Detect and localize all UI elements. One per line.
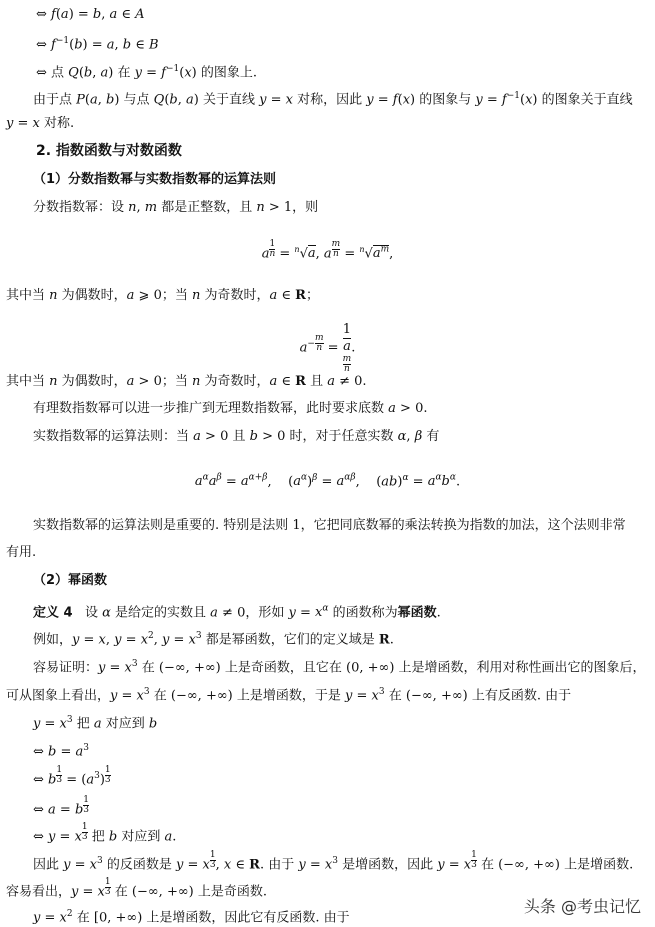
paragraph-proof-cont: 可从图象上看出，$y = x^3$ 在 (−∞, +∞) 上是增函数，于是 $y = x^3$ 在 (−∞, +∞) 上有反函数. 由于 (6, 687, 572, 704)
paragraph-symmetry: 由于点 P(a, b) 与点 Q(b, a) 关于直线 y = x 对称，因此 y = f(x) 的图象与 $y = f^{-1}(x)$ 的图象关于直线 (33, 91, 633, 108)
inverse-chain-line-3: ⇔ b $^{\frac{1}{3}}$ = $(a^3)$ $^{\frac{1}{3}}$ (33, 765, 111, 788)
paragraph-condition-1: 其中当 n 为偶数时，a ⩾ 0；当 n 为奇数时，a ∈ R； (6, 288, 319, 303)
paragraph-inverse: 因此 $y = x^3$ 的反函数是 y = x $^{\frac{1}{3}}$ , x ∈ R. 由于 $y = x^3$ 是增函数，因此 y = x $^{\frac{1}{3}}$ 在 (−∞, +∞) 上是增函数. (33, 850, 634, 873)
paragraph-irrational: 有理数指数幂可以进一步推广到无理数指数幂，此时要求底数 a > 0. (33, 401, 428, 416)
equivalence-line-2: ⇔ $f^{-1}(b) = a$, b ∈ B (36, 36, 159, 53)
subsection-heading-1: （1）分数指数幂与实数指数幂的运算法则 (33, 172, 277, 187)
paragraph-importance: 实数指数幂的运算法则是重要的. 特别是法则 1，它把同底数幂的乘法转换为指数的加法，这个法则非常 (33, 518, 626, 533)
paragraph-rules: 实数指数幂的运算法则：当 a > 0 且 b > 0 时，对于任意实数 α, β 有 (33, 429, 440, 444)
equation-fractional-power: a $^{\frac{1}{n}}$ = $^n$√a, a $^{\frac{m}{n}}$ = $^n√a^m$, (261, 239, 394, 262)
paragraph-odd: 容易看出，y = x $^{\frac{1}{3}}$ 在 (−∞, +∞) 上是奇函数. (6, 877, 268, 900)
paragraph-fractional-power: 分数指数幂：设 n, m 都是正整数，且 n > 1，则 (33, 200, 319, 215)
equation-power-rules: $a^\alpha a^\beta = a^{\alpha+\beta}$, $(a^\alpha)^\beta = a^{\alpha\beta}$, $(ab)^\alpha = a^\alpha b^\alpha$. (194, 473, 461, 490)
inverse-chain-line-5: ⇔ y = x $^{\frac{1}{3}}$ 把 b 对应到 a. (33, 822, 177, 845)
paragraph-square: $y = x^2$ 在 [0, +∞) 上是增函数，因此它有反函数. 由于 (33, 909, 350, 926)
equivalence-line-3: ⇔ 点 Q(b, a) 在 $y = f^{-1}(x)$ 的图象上. (36, 64, 258, 81)
paragraph-condition-2: 其中当 n 为偶数时，a > 0；当 n 为奇数时，a ∈ R 且 a ≠ 0. (6, 374, 367, 389)
definition-label: 定义 4 (33, 605, 73, 621)
paragraph-example: 例如，y = x, $y = x^2$, $y = x^3$ 都是幂函数，它们的定义域是 R. (33, 631, 394, 648)
definition-4: 定义 4 设 α 是给定的实数且 a ≠ 0，形如 $y = x^\alpha$ 的函数称为幂函数. (33, 604, 441, 621)
paragraph-symmetry-cont: y = x 对称. (6, 116, 75, 131)
equation-negative-power: $a^{- \frac{m}{n}}$ = 1 a $^{m n}$ . (299, 322, 356, 374)
inverse-chain-line-1: $y = x^3$ 把 a 对应到 b (33, 715, 158, 732)
subsection-heading-2: （2）幂函数 (33, 573, 108, 588)
section-heading: 2. 指数函数与对数函数 (36, 143, 182, 159)
paragraph-proof: 容易证明：$y = x^3$ 在 (−∞, +∞) 上是奇函数，且它在 (0, +∞) 上是增函数，利用对称性画出它的图象后， (33, 659, 646, 676)
inverse-chain-line-2: ⇔ $b = a^3$ (33, 743, 90, 760)
equivalence-line-1: ⇔ f(a) = b, a ∈ A (36, 7, 145, 22)
watermark: 头条 @考虫记忆 (523, 897, 641, 916)
paragraph-importance-cont: 有用. (6, 545, 37, 560)
inverse-chain-line-4: ⇔ a = b $^{\frac{1}{3}}$ (33, 795, 90, 818)
